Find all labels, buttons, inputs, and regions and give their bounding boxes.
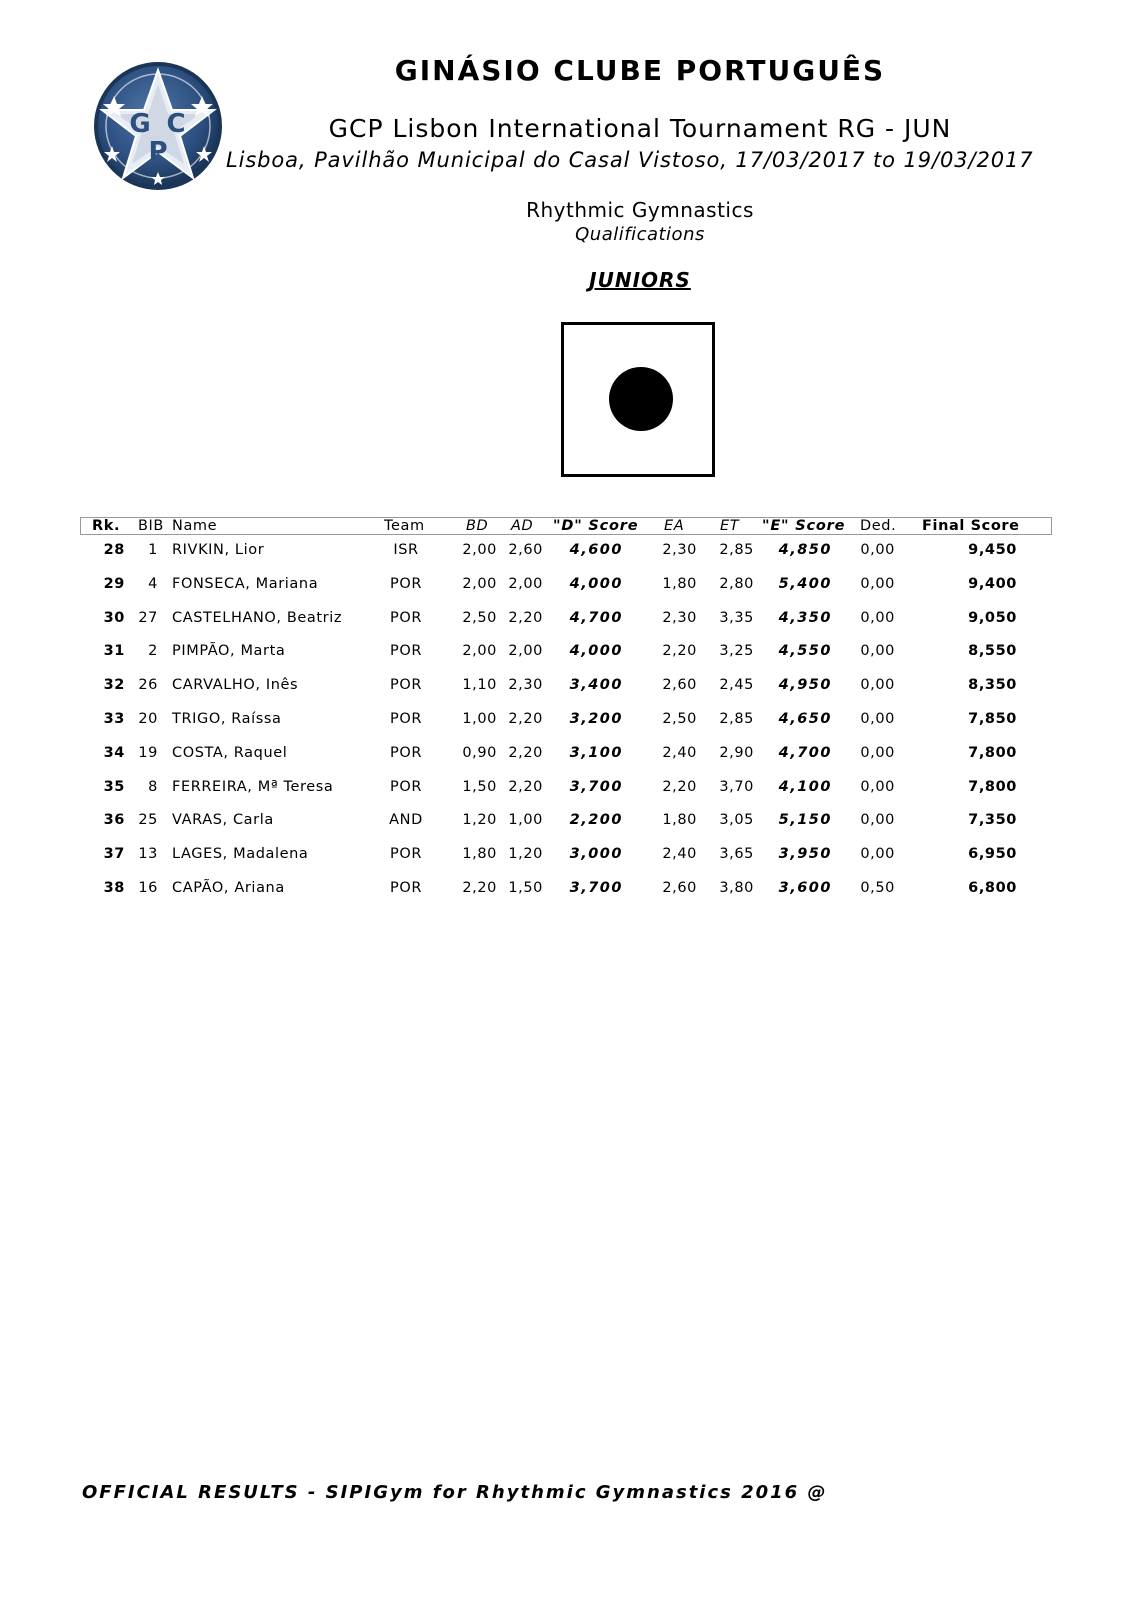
- cell-bd: 2,20: [462, 880, 497, 896]
- cell-ded: 0,00: [860, 778, 895, 795]
- tournament-title: GCP Lisbon International Tournament RG - JUN: [328, 114, 952, 143]
- cell-bib: 8: [148, 778, 158, 795]
- table-row: [0, 643, 1131, 667]
- cell-d-score: 3,000: [569, 846, 623, 863]
- cell-name: CARVALHO, Inês: [172, 677, 299, 694]
- cell-bd: 1,50: [462, 778, 497, 795]
- cell-team: POR: [389, 880, 423, 896]
- cell-ea: 2,60: [662, 677, 697, 694]
- cell-team: ISR: [393, 542, 419, 558]
- svg-text:C: C: [166, 109, 186, 139]
- cell-ea: 2,50: [662, 711, 697, 727]
- cell-ea: 1,80: [662, 575, 697, 592]
- cell-ea: 1,80: [662, 812, 697, 829]
- cell-team: POR: [389, 846, 423, 863]
- cell-rank: 38: [103, 880, 125, 896]
- cell-final: 6,950: [968, 846, 1017, 863]
- cell-team: POR: [389, 778, 423, 795]
- cell-d-score: 4,000: [569, 643, 623, 660]
- cell-ea: 2,40: [662, 846, 697, 863]
- cell-et: 3,65: [719, 846, 754, 863]
- cell-ded: 0,00: [860, 609, 895, 626]
- cell-name: CASTELHANO, Beatriz: [172, 609, 343, 626]
- cell-ea: 2,40: [662, 744, 697, 761]
- cell-ad: 2,20: [508, 609, 543, 626]
- cell-bib: 16: [138, 880, 158, 896]
- cell-ad: 2,30: [508, 677, 543, 694]
- cell-e-score: 4,350: [778, 609, 832, 626]
- cell-rank: 30: [103, 609, 125, 626]
- venue-and-dates: Lisboa, Pavilhão Municipal do Casal Vistoso, 17/03/2017 to 19/03/2017: [226, 148, 1034, 172]
- cell-ded: 0,00: [860, 812, 895, 829]
- col-name: Name: [172, 518, 218, 534]
- cell-ea: 2,30: [662, 542, 697, 558]
- cell-ded: 0,00: [860, 643, 895, 660]
- cell-d-score: 3,200: [569, 711, 623, 727]
- cell-et: 3,35: [719, 609, 754, 626]
- cell-rank: 37: [103, 846, 125, 863]
- cell-bib: 13: [138, 846, 158, 863]
- cell-rank: 29: [103, 575, 125, 592]
- cell-et: 3,05: [719, 812, 754, 829]
- apparatus-box: [561, 322, 715, 477]
- cell-final: 9,450: [968, 542, 1017, 558]
- cell-et: 3,80: [719, 880, 754, 896]
- cell-e-score: 4,950: [778, 677, 832, 694]
- cell-team: POR: [389, 711, 423, 727]
- cell-bib: 26: [138, 677, 158, 694]
- competition-phase: Qualifications: [575, 224, 705, 245]
- cell-bib: 4: [148, 575, 158, 592]
- club-logo: [92, 60, 224, 192]
- club-title: GINÁSIO CLUBE PORTUGUÊS: [394, 54, 886, 87]
- cell-bd: 1,10: [462, 677, 497, 694]
- col-e-score: "E" Score: [762, 518, 846, 534]
- col-ad: AD: [511, 518, 534, 534]
- category-title: JUNIORS: [589, 268, 691, 292]
- cell-e-score: 3,600: [778, 880, 832, 896]
- footer: OFFICIAL RESULTS - SIPIGym for Rhythmic Gymnastics 2016 @: [82, 1482, 828, 1503]
- cell-ad: 2,00: [508, 575, 543, 592]
- col-bd: BD: [466, 518, 489, 534]
- cell-bib: 1: [148, 542, 158, 558]
- cell-rank: 34: [103, 744, 125, 761]
- cell-final: 7,800: [968, 778, 1017, 795]
- cell-et: 3,25: [719, 643, 754, 660]
- cell-d-score: 4,600: [569, 542, 623, 558]
- table-row: [0, 542, 1131, 566]
- svg-text:P: P: [148, 137, 168, 167]
- cell-name: FERREIRA, Mª Teresa: [172, 778, 334, 795]
- cell-bib: 20: [138, 711, 158, 727]
- cell-ad: 1,00: [508, 812, 543, 829]
- cell-ea: 2,60: [662, 880, 697, 896]
- cell-e-score: 3,950: [778, 846, 832, 863]
- cell-bd: 2,00: [462, 575, 497, 592]
- cell-bd: 1,80: [462, 846, 497, 863]
- cell-ad: 1,20: [508, 846, 543, 863]
- cell-name: VARAS, Carla: [172, 812, 274, 829]
- table-row: [0, 711, 1131, 735]
- cell-team: POR: [389, 677, 423, 694]
- table-row: [0, 610, 1131, 634]
- cell-et: 2,90: [719, 744, 754, 761]
- cell-name: COSTA, Raquel: [172, 744, 288, 761]
- cell-e-score: 4,700: [778, 744, 832, 761]
- cell-ded: 0,00: [860, 711, 895, 727]
- cell-d-score: 4,700: [569, 609, 623, 626]
- table-row: [0, 880, 1131, 904]
- ball-icon: [609, 367, 673, 431]
- cell-bd: 1,00: [462, 711, 497, 727]
- table-row: [0, 745, 1131, 769]
- cell-bib: 25: [138, 812, 158, 829]
- col-rank: Rk.: [92, 518, 121, 534]
- cell-rank: 33: [103, 711, 125, 727]
- cell-bd: 2,00: [462, 542, 497, 558]
- cell-rank: 35: [103, 778, 125, 795]
- cell-rank: 31: [103, 643, 125, 660]
- cell-e-score: 4,100: [778, 778, 832, 795]
- cell-ad: 2,20: [508, 778, 543, 795]
- cell-ded: 0,00: [860, 575, 895, 592]
- cell-ded: 0,00: [860, 677, 895, 694]
- cell-bd: 2,00: [462, 643, 497, 660]
- cell-et: 2,85: [719, 711, 754, 727]
- table-row: [0, 812, 1131, 836]
- cell-e-score: 5,150: [778, 812, 832, 829]
- cell-ea: 2,20: [662, 778, 697, 795]
- cell-ea: 2,30: [662, 609, 697, 626]
- col-final-score: Final Score: [922, 518, 1020, 534]
- cell-rank: 32: [103, 677, 125, 694]
- table-row: [0, 779, 1131, 803]
- cell-team: POR: [389, 575, 423, 592]
- cell-bib: 2: [148, 643, 158, 660]
- col-d-score: "D" Score: [553, 518, 639, 534]
- cell-final: 9,400: [968, 575, 1017, 592]
- cell-ded: 0,50: [860, 880, 895, 896]
- cell-name: FONSECA, Mariana: [172, 575, 319, 592]
- cell-bd: 2,50: [462, 609, 497, 626]
- cell-d-score: 3,700: [569, 778, 623, 795]
- cell-ded: 0,00: [860, 846, 895, 863]
- cell-et: 2,45: [719, 677, 754, 694]
- cell-team: AND: [389, 812, 423, 829]
- cell-team: POR: [389, 643, 423, 660]
- cell-ad: 2,20: [508, 711, 543, 727]
- cell-e-score: 4,650: [778, 711, 832, 727]
- cell-name: RIVKIN, Lior: [172, 542, 265, 558]
- cell-final: 9,050: [968, 609, 1017, 626]
- svg-text:G: G: [129, 109, 151, 139]
- cell-d-score: 3,100: [569, 744, 623, 761]
- cell-e-score: 4,550: [778, 643, 832, 660]
- cell-e-score: 4,850: [778, 542, 832, 558]
- col-team: Team: [384, 518, 425, 534]
- table-row: [0, 846, 1131, 870]
- cell-d-score: 3,400: [569, 677, 623, 694]
- cell-ded: 0,00: [860, 744, 895, 761]
- cell-ad: 2,00: [508, 643, 543, 660]
- cell-bd: 0,90: [462, 744, 497, 761]
- cell-ad: 2,20: [508, 744, 543, 761]
- cell-ad: 2,60: [508, 542, 543, 558]
- cell-team: POR: [389, 744, 423, 761]
- cell-final: 6,800: [968, 880, 1017, 896]
- col-et: ET: [720, 518, 740, 534]
- cell-name: LAGES, Madalena: [172, 846, 309, 863]
- cell-final: 8,350: [968, 677, 1017, 694]
- cell-name: PIMPÃO, Marta: [172, 643, 286, 660]
- table-row: [0, 576, 1131, 600]
- cell-et: 2,80: [719, 575, 754, 592]
- cell-ea: 2,20: [662, 643, 697, 660]
- table-row: [0, 677, 1131, 701]
- col-ea: EA: [664, 518, 685, 534]
- cell-et: 2,85: [719, 542, 754, 558]
- discipline: Rhythmic Gymnastics: [526, 198, 754, 222]
- cell-name: CAPÃO, Ariana: [172, 880, 285, 896]
- cell-final: 7,350: [968, 812, 1017, 829]
- cell-final: 7,850: [968, 711, 1017, 727]
- cell-ad: 1,50: [508, 880, 543, 896]
- cell-et: 3,70: [719, 778, 754, 795]
- cell-ded: 0,00: [860, 542, 895, 558]
- cell-final: 8,550: [968, 643, 1017, 660]
- cell-rank: 28: [103, 542, 125, 558]
- cell-bib: 19: [138, 744, 158, 761]
- col-bib: BIB: [138, 518, 164, 534]
- cell-d-score: 4,000: [569, 575, 623, 592]
- cell-name: TRIGO, Raíssa: [172, 711, 282, 727]
- cell-final: 7,800: [968, 744, 1017, 761]
- cell-d-score: 3,700: [569, 880, 623, 896]
- col-deductions: Ded.: [860, 518, 897, 534]
- cell-team: POR: [389, 609, 423, 626]
- cell-d-score: 2,200: [569, 812, 623, 829]
- cell-bib: 27: [138, 609, 158, 626]
- cell-rank: 36: [103, 812, 125, 829]
- cell-bd: 1,20: [462, 812, 497, 829]
- cell-e-score: 5,400: [778, 575, 832, 592]
